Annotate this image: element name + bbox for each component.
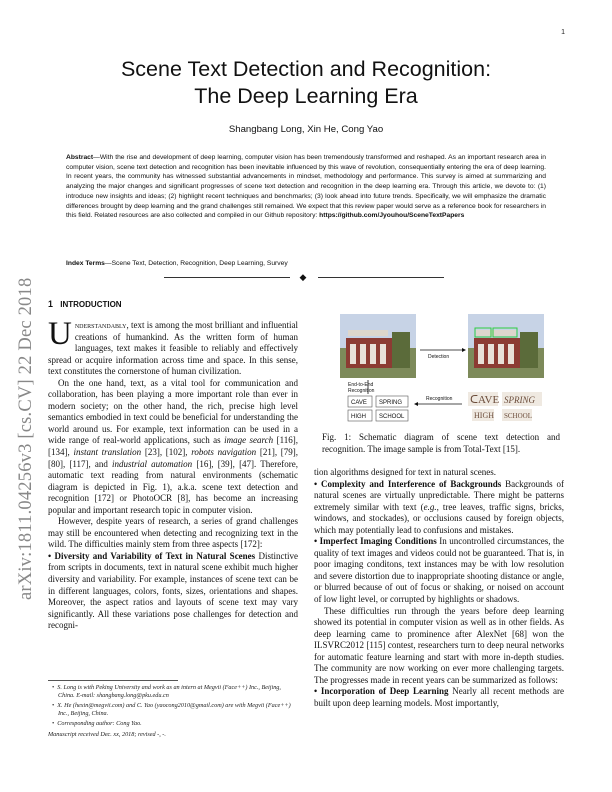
footnote-1: • S. Long is with Peking University and work as an intern at Megvii (Face++) Inc., Beijing, China. E-mail: shangbang.long@pku.edu.cn	[52, 684, 281, 700]
paper-title	[0, 56, 612, 110]
bullet-complexity-title: Complexity and Interference of Backgrounds	[321, 478, 502, 489]
bullet-deep-learning-title: Incorporation of Deep Learning	[320, 686, 449, 697]
detection-arrow-head	[462, 348, 466, 352]
bullet-imaging-text: In uncontrolled circumstances, the quality of text images and videos could not be guaranteed. That is, in poor imaging conditons, text instances may be with low resolution and severe distortion due to inappropriate shooting distance or angle, or blurred because of out of focus or shaking, or noised on account of low light level, or corrupted by highlights or shadows.	[314, 536, 564, 605]
bullet-complexity-text: Backgrounds of natural scenes are virtually unpredictable. There might be patterns extremely similar with text (	[314, 478, 565, 512]
intro-p1-text: , text is among the most brilliant and influential creations of humankind. As the written form of human languages, text makes it feasible to reliably and effectively spread or acquire information across time and space. In this sense, text constitutes the cornerstone of human civilization.	[48, 320, 298, 377]
bullet-imaging: • Imperfect Imaging Conditions In uncontrolled circumstances, the quality of text images and videos could not be guaranteed. That is, in poor imaging conditons, text instances may be with low resolution and severe distortion due to inappropriate shooting distance or angle, or blurred because of out of focus or shaking, or noised on account of low light level, or corrupted by highlights or shadows.	[314, 536, 564, 605]
detection-label: Detection	[428, 354, 450, 360]
p2-em-image-search: image search	[224, 435, 274, 446]
arxiv-stamp: arXiv:1811.04256v3 [cs.CV] 22 Dec 2018	[16, 277, 36, 600]
authors: Shangbang Long, Xin He, Cong Yao	[228, 124, 384, 135]
recognition-arrow-head	[414, 402, 418, 406]
section-number: 1	[48, 299, 53, 309]
index-terms	[66, 259, 546, 268]
index-label: Index Terms	[66, 260, 105, 267]
p2-text-c: [23], [102],	[141, 447, 192, 458]
footnote-2: • X. He (hexin@megvii.com) and C. Yao (yaocong2010@gmail.com) are with Megvii (Face++) Inc., Beijing, China.	[52, 701, 291, 718]
intro-smallcaps: nderstandably	[74, 320, 127, 330]
divider-line-right	[318, 277, 444, 278]
p2-em-industrial-automation: industrial automation	[112, 458, 193, 469]
word-spring: SPRING	[379, 400, 403, 406]
right-column	[314, 467, 564, 709]
recognition-label: Recognition	[426, 396, 453, 402]
intro-paragraph-1	[48, 316, 298, 378]
continued-text: tion algorithms designed for text in natural scenes.	[314, 467, 496, 477]
crop-cave: ᑕAVE	[470, 394, 500, 406]
index-text: —Scene Text, Detection, Recognition, Deep Learning, Survey	[104, 260, 288, 267]
abstract	[66, 153, 546, 221]
cropped-word-images	[468, 392, 542, 421]
abstract-label: Abstract	[66, 154, 94, 161]
p2-em-robots-navigation: robots navigation	[191, 447, 257, 458]
end-to-end-label-1: End-to-End	[348, 382, 374, 388]
detected-photo	[468, 314, 544, 378]
bullet-complexity-text-2: , tree leaves, traffic signs, bricks, windows, and stockades), or occlusions caused by foreign objects, which may potentially lead to confusions and mistakes.	[314, 501, 564, 535]
footnotes	[48, 684, 298, 740]
footnote-2-text: X. He (hexin@megvii.com) and C. Yao (yaocong2010@gmail.com) are with Megvii (Face++) Inc., Beijing, China.	[57, 701, 291, 718]
bullet-diversity: • Diversity and Variability of Text in Natural Scenes Distinctive from scripts in documents, text in natural scene exhibit much higher diversity and variability. For example, instances of scene text can be in different languages, colors, fonts, sizes, orientations and shapes. Moreover, the aspect ratios and layouts of scene text may vary significantly. All these variations pose challenges for detection and recogni-	[48, 550, 298, 631]
abstract-text: —With the rise and development of deep learning, computer vision has been tremendously transformed and reshaped. As an important research area in computer vision, scene text detection and recognition has been inevitable influenced by this wave of revolution, consequentially entering the era of deep learning. In recent years, the community has witnessed substantial advancements in mindset, methodology and performance. This survey is aimed at summarizing and analyzing the major changes and significant progresses of scene text detection and recognition in the deep learning era. Through this article, we devote to: (1) introduce new insights and ideas; (2) highlight recent techniques and benchmarks; (3) look ahead into future trends. Specifically, we will emphasize the dramatic differences brought by deep learning and the grand challenges still remained. We expect that this review paper would serve as a reference book for researchers in this field. Related resources are also collected and compiled in our Github repository:	[66, 154, 546, 220]
p2-text-e: [16], [39], [47]. Therefore, automatic text reading from natural environments (schematic diagram is depicted in Fig. 1), a.k.a. scene text detection and recognition [172] or PhotoOCR [8], has become an increasing popular and important research topic in computer vision.	[48, 458, 298, 515]
bullet-deep-learning: • Incorporation of Deep Learning Nearly all recent methods are built upon deep learning models. Most importantly,	[314, 686, 564, 708]
left-column	[48, 316, 299, 632]
p2-text-b: [116], [134],	[48, 435, 298, 458]
divider-line-left	[164, 277, 290, 278]
footnote-3-text: Corresponding author: Cong Yao.	[57, 719, 142, 727]
word-school: SCHOOL	[379, 414, 405, 420]
crop-school: SCHOOL	[504, 412, 533, 420]
title-line-1: Scene Text Detection and Recognition:	[120, 57, 492, 81]
figure-1-caption: Fig. 1: Schematic diagram of scene text detection and recognition. The image sample is from Total-Text [15].	[322, 432, 560, 454]
bullet-complexity-em: e.g.	[423, 501, 437, 512]
bullet-deep-learning-text: Nearly all recent methods are built upon deep learning models. Most importantly,	[314, 686, 564, 708]
intro-paragraph-3: However, despite years of research, a series of grand challenges may still be encountered when detecting and recognizing text in the wild. The difficulties mainly stem from three aspects [172]:	[48, 516, 298, 550]
word-cave: CAVE	[351, 400, 367, 406]
word-high: HIGH	[351, 414, 366, 420]
crop-high: HIGH	[474, 411, 494, 420]
section-divider	[164, 273, 444, 281]
title-line-2: The Deep Learning Era	[194, 84, 418, 108]
bullet-imaging-title: Imperfect Imaging Conditions	[319, 536, 437, 547]
figure-1-diagram	[322, 308, 562, 428]
p2-text-d: [21], [79], [80], [117], and	[48, 447, 299, 469]
crop-spring: SPRING	[504, 395, 535, 405]
bullet-diversity-title: Diversity and Variability of Text in Natural Scenes	[54, 550, 256, 561]
intro-paragraph-2	[48, 378, 298, 517]
manuscript-note: Manuscript received Dec. xx, 2018; revised -, -.	[48, 731, 166, 739]
source-photo	[340, 314, 416, 378]
p2-em-instant-translation: instant translation	[73, 447, 142, 458]
bullet-diversity-text: Distinctive from scripts in documents, text in natural scene exhibit much higher diversity and variability. For example, instances of scene text can be in different languages, colors, fonts, sizes, orientations and shapes. Moreover, the aspect ratios and layouts of scene text may vary significantly. All these variations pose challenges for detection and recogni-	[48, 550, 298, 631]
footnote-3: • Corresponding author: Cong Yao.	[52, 719, 142, 727]
end-to-end-label-2: Recognition	[348, 388, 375, 394]
page-number: 1	[561, 29, 565, 36]
github-link[interactable]: https://github.com/Jyouhou/SceneTextPapers	[319, 212, 465, 220]
section-heading	[48, 299, 122, 309]
bullet-complexity: • Complexity and Interference of Backgrounds Backgrounds of natural scenes are virtually unpredictable. There might be patterns extremely similar with text (e.g., tree leaves, traffic signs, bricks, windows, and stockades), or occlusions caused by foreign objects, which may potentially lead to confusions and mistakes.	[314, 478, 565, 535]
intro-paragraph-4: These difficulties run through the years before deep learning showed its potential in computer vision as well as in other fields. As deep learning came to prominence after AlexNet [68] won the ILSVRC2012 [115] contest, researchers turn to deep neural networks for automatic feature learning and start with more in-depth studies. The community are now working on ever more challenging targets. The progresses made in recent years can be summarized as follows:	[314, 605, 564, 685]
diamond-icon: ◆	[299, 272, 307, 282]
section-title: INTRODUCTION	[60, 300, 122, 309]
footnote-rule	[48, 680, 178, 681]
dropcap: U	[48, 316, 72, 352]
footnote-1-text: S. Long is with Peking University and work as an intern at Megvii (Face++) Inc., Beijing, China. E-mail: shangbang.long@pku.edu.cn	[57, 684, 281, 700]
p2-text-a: On the one hand, text, as a vital tool for communication and collaboration, has been playing a more important role than ever in modern society; on the other hand, the rich, precise high level semantics embodied in text could be beneficial for understanding the world around us. For example, text information can be used in a wide range of real-world applications, such as	[48, 377, 298, 446]
